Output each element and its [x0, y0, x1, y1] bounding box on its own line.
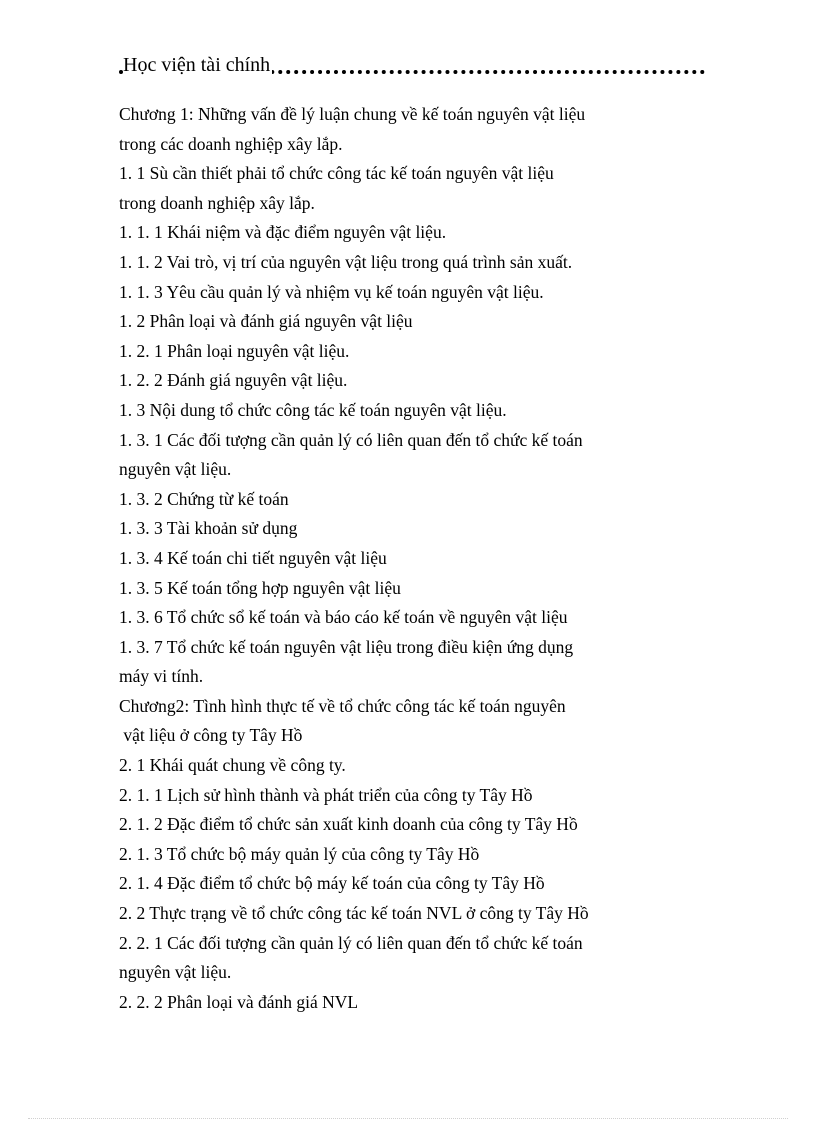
toc-line: nguyên vật liệu. — [119, 459, 232, 480]
toc-line: 1. 2. 2 Đánh giá nguyên vật liệu. — [119, 370, 348, 391]
toc-line: 1. 3. 1 Các đối tượng cần quản lý có liên quan đến tổ chức kế toán — [119, 429, 583, 450]
footer-dotted-rule — [28, 1118, 788, 1119]
toc-line: 2. 1. 3 Tổ chức bộ máy quản lý của công ty Tây Hồ — [119, 843, 480, 864]
toc-line: trong doanh nghiệp xây lắp. — [119, 192, 315, 213]
toc-line: 2. 1. 4 Đặc điểm tổ chức bộ máy kế toán của công ty Tây Hồ — [119, 873, 545, 894]
toc-line: 1. 3 Nội dung tổ chức công tác kế toán nguyên vật liệu. — [119, 399, 507, 420]
toc-line: 1. 1. 3 Yêu cầu quản lý và nhiệm vụ kế toán nguyên vật liệu. — [119, 281, 544, 302]
toc-line: 2. 2. 2 Phân loại và đánh giá NVL — [119, 991, 359, 1012]
toc-line: 2. 2 Thực trạng về tổ chức công tác kế toán NVL ở công ty Tây Hồ — [119, 903, 589, 924]
toc-line: 2. 2. 1 Các đối tượng cần quản lý có liên quan đến tổ chức kế toán — [119, 932, 583, 953]
toc-line: 1. 2 Phân loại và đánh giá nguyên vật liệu — [119, 311, 413, 332]
table-of-contents — [119, 100, 659, 1017]
toc-line: 1. 1. 1 Khái niệm và đặc điểm nguyên vật liệu. — [119, 222, 447, 243]
toc-line: nguyên vật liệu. — [119, 962, 232, 983]
toc-line: Chương 1: Những vấn đề lý luận chung về kế toán nguyên vật liệu — [119, 104, 586, 124]
toc-line: Chương2: Tình hình thực tế về tổ chức công tác kế toán nguyên — [119, 695, 566, 716]
toc-line: 1. 2. 1 Phân loại nguyên vật liệu. — [119, 340, 350, 361]
toc-line: trong các doanh nghiệp xây lắp. — [119, 133, 343, 154]
toc-line: 1. 1 Sù cần thiết phải tổ chức công tác kế toán nguyên vật liệu — [119, 163, 554, 184]
toc-line: 2. 1. 2 Đặc điểm tổ chức sản xuất kinh doanh của công ty Tây Hồ — [119, 814, 578, 835]
toc-line: 1. 3. 7 Tổ chức kế toán nguyên vật liệu trong điều kiện ứng dụng — [119, 636, 574, 657]
header-title: Học viện tài chính — [123, 54, 271, 76]
toc-line: 1. 3. 4 Kế toán chi tiết nguyên vật liệu — [119, 547, 387, 568]
toc-line: 1. 3. 3 Tài khoản sử dụng — [119, 518, 298, 539]
toc-line: 1. 3. 5 Kế toán tổng hợp nguyên vật liệu — [119, 577, 401, 598]
toc-line: 1. 3. 2 Chứng từ kế toán — [119, 488, 289, 509]
toc-line: vật liệu ở công ty Tây Hồ — [119, 725, 303, 746]
toc-line: 2. 1. 1 Lịch sử hình thành và phát triển của công ty Tây Hồ — [119, 784, 533, 805]
toc-line: máy vi tính. — [119, 666, 204, 687]
toc-line: 1. 1. 2 Vai trò, vị trí của nguyên vật liệu trong quá trình sản xuất. — [119, 251, 573, 272]
toc-line: 1. 3. 6 Tổ chức sổ kế toán và báo cáo kế toán về nguyên vật liệu — [119, 607, 568, 628]
toc-line: 2. 1 Khái quát chung về công ty. — [119, 755, 346, 776]
page-header — [119, 50, 705, 80]
